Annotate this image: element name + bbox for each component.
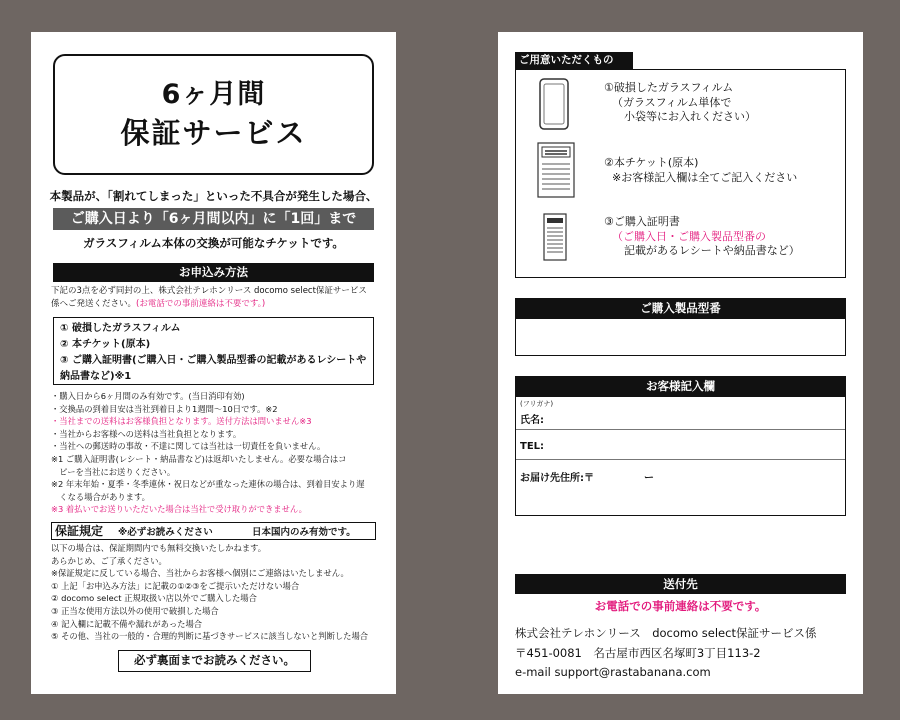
prep1-line: （ガラスフィルム単体で [612, 95, 732, 109]
warranty-line: 以下の場合は、保証期間内でも無料交換いたしかねます。 [51, 543, 267, 553]
warranty-heading: 保証規定 [55, 524, 104, 538]
note: ・購入日から6ヶ月間のみ有効です。(当日消印有効) [51, 391, 245, 401]
tel-line[interactable] [516, 459, 845, 460]
customer-heading: お客様記入欄 [515, 376, 846, 396]
prep2-line: ※お客様記入欄は全てご記入ください [612, 170, 798, 184]
title-line1: 6ヶ月間 [161, 78, 266, 110]
note: ※2 年末年始・夏季・冬季連休・祝日などが重なった連休の場合は、到着目安より遅 [51, 479, 365, 490]
company-name: 株式会社テレホンリース docomo select保証サービス係 [515, 626, 817, 640]
warranty-line: ※保証規定に反している場合、当社からお客様へ個別にご連絡はいたしません。 [51, 568, 349, 579]
apply-heading: お申込み方法 [53, 263, 374, 282]
furigana-label: (フリガナ) [520, 400, 554, 408]
required-item: ① 破損したガラスフィルム [60, 323, 181, 334]
note-pink: ※3 着払いでお送りいただいた場合は当社で受け取りができません。 [51, 504, 307, 515]
prep2-line: ②本チケット(原本) [604, 156, 699, 169]
warranty-list [51, 542, 381, 643]
back-card [498, 32, 863, 694]
postal-address: 〒451-0081 名古屋市西区名塚町3丁目113-2 [515, 646, 761, 660]
required-item: ③ ご購入証明書(ご購入日・ご購入製品型番の記載があるレシートや [60, 355, 367, 366]
front-card [31, 32, 396, 694]
warranty-line: ⑤ その他、当社の一般的・合理的判断に基づきサービスに該当しないと判断した場合 [51, 631, 369, 642]
title-box [53, 54, 374, 175]
required-item: ② 本チケット(原本) [60, 339, 151, 350]
note: ・当社からお客様への送料は当社負担となります。 [51, 428, 242, 439]
warranty-domestic: 日本国内のみ有効です。 [252, 527, 356, 538]
notes-list [51, 390, 381, 516]
required-items-box [53, 317, 374, 385]
prep3-line: ③ご購入証明書 [604, 215, 680, 228]
name-label: 氏名: [520, 415, 544, 426]
name-line[interactable] [516, 429, 845, 430]
glass-film-icon [539, 78, 569, 130]
warranty-heading-box [51, 522, 376, 540]
warranty-line: ② docomo select 正規取扱い店以外でご購入した場合 [51, 593, 257, 604]
intro-text2: ガラスフィルム本体の交換が可能なチケットです。 [83, 236, 344, 250]
send-heading: 送付先 [515, 574, 846, 594]
apply-text2-pink: (お電話での事前連絡は不要です。) [136, 299, 266, 309]
read-back-notice: 必ず裏面までお読みください。 [118, 650, 311, 672]
required-item: 納品書など)※1 [60, 371, 132, 382]
warranty-line: あらかじめ、ご了承ください。 [51, 555, 167, 566]
apply-text1: 下記の3点を必ず同封の上、株式会社テレホンリース docomo select保証サービス [51, 286, 367, 296]
note: くなる場合があります。 [51, 491, 150, 502]
note: ・当社への郵送時の事故・不達に関しては当社は一切責任を負いません。 [51, 441, 326, 452]
prep-box [515, 69, 846, 278]
highlight-bar: ご購入日より「6ヶ月間以内」に「1回」まで [53, 208, 374, 230]
note: ※1 ご購入証明書(レシート・納品書など)は返却いたしません。必要な場合はコ [51, 453, 347, 464]
apply-text2: 係へご発送ください。 [51, 299, 137, 309]
model-field[interactable] [515, 318, 846, 356]
warranty-line: ③ 正当な使用方法以外の使用で破損した場合 [51, 605, 219, 616]
customer-box [515, 396, 846, 516]
receipt-icon [543, 213, 567, 261]
tel-label: TEL: [520, 441, 545, 452]
note: ・交換品の到着目安は当社到着日より1週間〜10日です。※2 [51, 403, 278, 414]
note-pink: ・当社までの送料はお客様負担となります。送付方法は問いません※3 [51, 416, 312, 427]
title-line2: 保証サービス [120, 115, 307, 150]
warranty-line: ① 上記「お申込み方法」に記載の①②③をご提示いただけない場合 [51, 580, 300, 591]
model-heading: ご購入製品型番 [515, 298, 846, 318]
ticket-icon [537, 142, 575, 198]
apply-text2-row [51, 298, 381, 311]
prep3-line: 記載があるレシートや納品書など） [624, 244, 800, 257]
prep-item-3 [604, 215, 800, 259]
prep-item-2 [604, 156, 797, 185]
send-note: お電話での事前連絡は不要です。 [594, 599, 767, 613]
warranty-line: ④ 記入欄に記載不備や漏れがあった場合 [51, 618, 203, 629]
prep-item-1 [604, 81, 756, 125]
prep1-line: ①破損したガラスフィルム [604, 81, 734, 94]
address-label: お届け先住所:〒 [520, 473, 594, 484]
note: ピーを当社にお送りください。 [51, 466, 176, 477]
prep3-pink: （ご購入日・ご購入製品型番の [612, 229, 766, 243]
prep1-line: 小袋等にお入れください） [624, 110, 756, 123]
warranty-must: ※必ずお読みください [118, 527, 213, 538]
email-address: e-mail support@rastabanana.com [515, 665, 711, 679]
intro-text: 本製品が、「割れてしまった」といった不具合が発生した場合、 [49, 189, 378, 203]
prep-heading: ご用意いただくもの [515, 52, 633, 69]
address-dash: ー [644, 473, 654, 484]
